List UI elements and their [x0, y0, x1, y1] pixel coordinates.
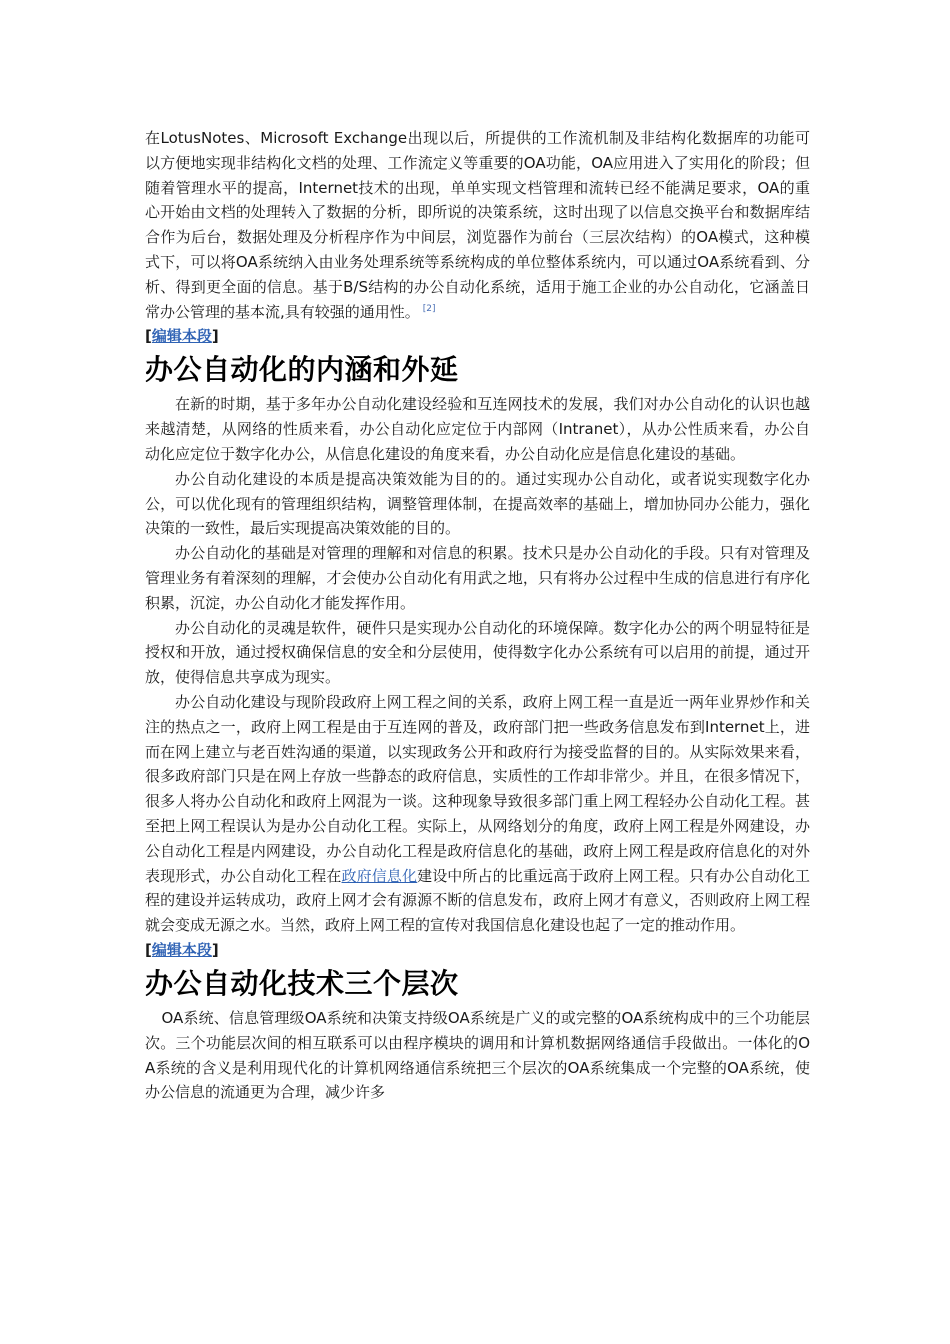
paragraph-text-after-link: 建设中所占的比重远高于政府上网工程。只有办公自动化工程的建设并运转成功，政府上网才会有源源不断的信息发布，政府上网才有意义，否则政府上网工程就会变成无源之水。当然，政府上网工程的宣传对我国信息化建设也起了一定的推动作用。 — [145, 866, 810, 935]
intro-text: 在LotusNotes、Microsoft Exchange出现以后，所提供的工作流机制及非结构化数据库的功能可以方便地实现非结构化文档的处理、工作流定义等重要的OA功能，OA应用进入了实用化的阶段；但随着管理水平的提高，Internet技术的出现，单单实现文档管理和流转已经不能满足要求，OA的重心开始由文档的处理转入了数据的分析，即所说的决策系统，这时出现了以信息交换平台和数据库结合作为后台，数据处理及分析程序作为中间层，浏览器作为前台（三层次结构）的OA模式，这种模式下，可以将OA系统纳入由业务处理系统等系统构成的单位整体系统内，可以通过OA系统看到、分析、得到更全面的信息。基于B/S结构的办公自动化系统，适用于施工企业的办公自动化，它涵盖日常办公管理的基本流,具有较强的通用性。 — [145, 129, 810, 321]
gov-informatization-link[interactable]: 政府信息化 — [341, 866, 418, 885]
intro-paragraph — [145, 126, 810, 324]
reference-link[interactable]: [2] — [422, 303, 436, 314]
section1-paragraph-2: 办公自动化建设的本质是提高决策效能为目的的。通过实现办公自动化，或者说实现数字化办公，可以优化现有的管理组织结构，调整管理体制，在提高效率的基础上，增加协同办公能力，强化决策的一致性，最后实现提高决策效能的目的。 — [145, 469, 810, 538]
edit-section-button[interactable]: 编辑本段 — [151, 327, 212, 346]
edit-section-link-1: [编辑本段] — [145, 327, 219, 346]
section1-paragraph-4: 办公自动化的灵魂是软件，硬件只是实现办公自动化的环境保障。数字化办公的两个明显特征是授权和开放，通过授权确保信息的安全和分层使用，使得数字化办公系统有可以启用的前提，通过开放，使得信息共享成为现实。 — [145, 618, 810, 687]
section2-paragraph-1: OA系统、信息管理级OA系统和决策支持级OA系统是广义的或完整的OA系统构成中的三个功能层次。三个功能层次间的相互联系可以由程序模块的调用和计算机数据网络通信手段做出。一体化的OA系统的含义是利用现代化的计算机网络通信系统把三个层次的OA系统集成一个完整的OA系统，使办公信息的流通更为合理，减少许多 — [145, 1008, 810, 1102]
section-title-2: 办公自动化技术三个层次 — [145, 966, 459, 1000]
edit-section-button[interactable]: 编辑本段 — [151, 940, 212, 959]
section1-paragraph-3: 办公自动化的基础是对管理的理解和对信息的积累。技术只是办公自动化的手段。只有对管理及管理业务有着深刻的理解，才会使办公自动化有用武之地，只有将办公过程中生成的信息进行有序化积累，沉淀，办公自动化才能发挥作用。 — [145, 544, 810, 612]
section-title-1: 办公自动化的内涵和外延 — [145, 353, 459, 387]
section1-paragraph-1: 在新的时期，基于多年办公自动化建设经验和互连网技术的发展，我们对办公自动化的认识也越来越清楚，从网络的性质来看，办公自动化应定位于内部网（Intranet），从办公性质来看，办公自动化应定位于数字化办公，从信息化建设的角度来看，办公自动化应是信息化建设的基础。 — [145, 395, 810, 463]
document-page — [145, 126, 810, 1105]
section1-paragraph-5 — [145, 690, 810, 938]
paragraph-text-before-link: 办公自动化建设与现阶段政府上网工程之间的关系，政府上网工程一直是近一两年业界炒作和关注的热点之一，政府上网工程是由于互连网的普及，政府部门把一些政务信息发布到Internet上，进而在网上建立与老百姓沟通的渠道，以实现政务公开和政府行为接受监督的目的。从实际效果来看，很多政府部门只是在网上存放一些静态的政府信息，实质性的工作却非常少。并且，在很多情况下，很多人将办公自动化和政府上网混为一谈。这种现象导致很多部门重上网工程轻办公自动化工程。甚至把上网工程误认为是办公自动化工程。实际上，从网络划分的角度，政府上网工程是外网建设，办公自动化工程是内网建设，办公自动化工程是政府信息化的基础，政府上网工程是政府信息化的对外表现形式，办公自动化工程在 — [145, 692, 810, 885]
edit-section-link-2: [编辑本段] — [145, 940, 219, 959]
